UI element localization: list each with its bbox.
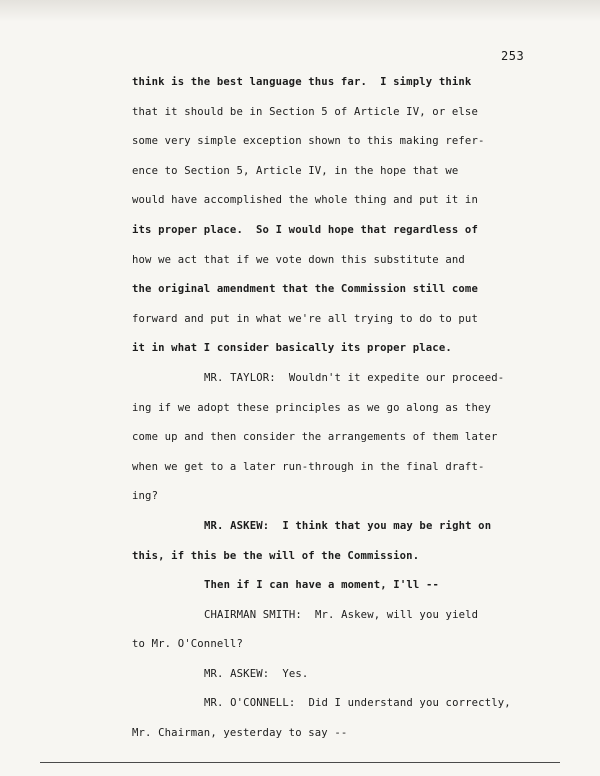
text-line: that it should be in Section 5 of Article IV, or else (132, 105, 478, 118)
text-line: to Mr. O'Connell? (132, 638, 243, 651)
text-line: would have accomplished the whole thing and put it in (132, 194, 478, 207)
text-line: think is the best language thus far. I simply think (132, 76, 472, 88)
page-number: 253 (501, 49, 525, 63)
text-line: when we get to a later run-through in the final draft- (132, 460, 485, 473)
text-line: Then if I can have a moment, I'll -- (204, 579, 440, 592)
text-line: ence to Section 5, Article IV, in the hope that we (132, 164, 459, 177)
transcript-body (132, 68, 552, 749)
speaker-line-taylor: MR. TAYLOR: Wouldn't it expedite our proceed- (204, 371, 505, 384)
speaker-line-oconnell: MR. O'CONNELL: Did I understand you correctly, (204, 697, 511, 710)
page-bottom-rule (40, 762, 560, 763)
text-line: forward and put in what we're all trying to do to put (132, 312, 478, 325)
text-line: Mr. Chairman, yesterday to say -- (132, 727, 348, 740)
text-line: this, if this be the will of the Commission. (132, 549, 420, 562)
text-line: it in what I consider basically its proper place. (132, 342, 452, 355)
text-line: some very simple exception shown to this making refer- (132, 135, 485, 148)
speaker-line-askew: MR. ASKEW: Yes. (204, 667, 309, 680)
text-line: its proper place. So I would hope that regardless of (132, 223, 478, 236)
scan-shadow (0, 0, 600, 22)
speaker-line-askew: MR. ASKEW: I think that you may be right on (204, 519, 492, 532)
text-line: how we act that if we vote down this substitute and (132, 253, 465, 266)
text-line: ing? (132, 490, 159, 503)
text-line: the original amendment that the Commission still come (132, 283, 478, 296)
text-line: come up and then consider the arrangements of them later (132, 431, 498, 444)
text-line: ing if we adopt these principles as we go along as they (132, 401, 492, 414)
speaker-line-chairman-smith: CHAIRMAN SMITH: Mr. Askew, will you yield (204, 608, 479, 621)
